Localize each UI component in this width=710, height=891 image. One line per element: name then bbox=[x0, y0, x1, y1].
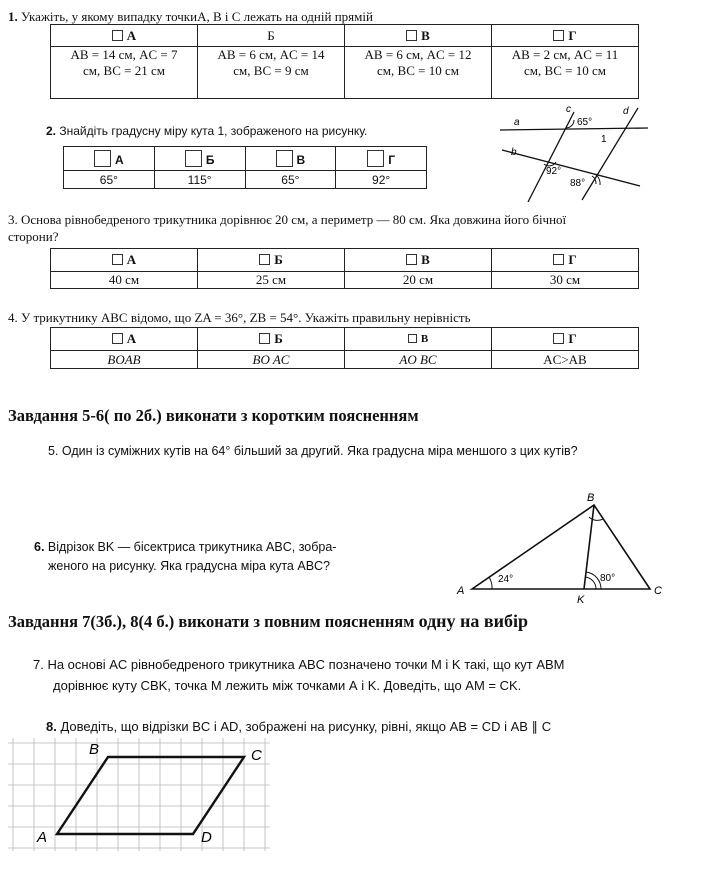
q2-table bbox=[63, 146, 427, 189]
q8-number: 8. bbox=[46, 719, 57, 734]
q6-figure bbox=[450, 485, 670, 605]
q1-cell-a: AB = 14 см, AC = 7 см, BC = 21 см bbox=[51, 47, 198, 99]
q2-figure bbox=[500, 100, 650, 205]
checkbox-icon bbox=[259, 254, 270, 265]
label-c: C bbox=[654, 585, 662, 597]
checkbox-icon bbox=[367, 150, 384, 167]
label-a: A bbox=[457, 585, 465, 597]
q2-value-b: 115° bbox=[154, 171, 245, 189]
checkbox-icon bbox=[112, 30, 123, 41]
q3-option-b[interactable]: Б bbox=[198, 249, 345, 272]
q4-table bbox=[50, 327, 639, 369]
label-angle-1: 1 bbox=[601, 134, 607, 145]
q3-value-d: 30 см bbox=[492, 272, 639, 289]
label-angle-top: 65° bbox=[577, 117, 593, 128]
q3-option-d[interactable]: Г bbox=[492, 249, 639, 272]
checkbox-icon bbox=[406, 254, 417, 265]
q1-table bbox=[50, 24, 639, 99]
q3-line1: 3. Основа рівнобедреного трикутника дорівнює 20 см, а периметр — 80 см. Яка довжина його бічної bbox=[8, 212, 567, 227]
q1-option-d[interactable]: Г bbox=[492, 25, 639, 47]
q3-option-c[interactable]: В bbox=[345, 249, 492, 272]
q4-option-a[interactable]: А bbox=[51, 328, 198, 351]
q2-value-a: 65° bbox=[64, 171, 155, 189]
label-d: D bbox=[201, 829, 212, 846]
angle-arc bbox=[589, 517, 603, 520]
q3-value-b: 25 см bbox=[198, 272, 345, 289]
line-c bbox=[528, 112, 574, 202]
checkbox-icon bbox=[408, 334, 417, 343]
q8-text bbox=[46, 719, 551, 735]
q1-option-a[interactable]: А bbox=[51, 25, 198, 47]
checkbox-icon bbox=[259, 333, 270, 344]
q7-text bbox=[33, 654, 565, 696]
q2-question: Знайдіть градусну міру кута 1, зображеного на рисунку. bbox=[59, 124, 368, 138]
q3-value-a: 40 см bbox=[51, 272, 198, 289]
q2-text bbox=[46, 124, 367, 138]
q6-line1: Відрізок BK — бісектриса трикутника ABC, зобра- bbox=[47, 540, 337, 554]
checkbox-icon bbox=[276, 150, 293, 167]
q4-value-b: BO AC bbox=[198, 351, 345, 369]
q4-text: 4. У трикутнику ABC відомо, що ZA = 36°, ZB = 54°. Укажіть правильну нерівність bbox=[8, 310, 471, 325]
checkbox-icon bbox=[553, 333, 564, 344]
q3-text bbox=[8, 211, 708, 245]
checkbox-icon bbox=[112, 254, 123, 265]
label-c: c bbox=[566, 104, 571, 115]
section-heading-7-8 bbox=[8, 611, 528, 632]
checkbox-icon bbox=[553, 254, 564, 265]
label-angle-88: 88° bbox=[570, 178, 586, 189]
label-angle-92: 92° bbox=[546, 166, 562, 177]
angle-arc bbox=[585, 577, 596, 589]
q6-number: 6. bbox=[34, 540, 45, 554]
label-a: A bbox=[37, 829, 48, 846]
q4-value-d: AC>AB bbox=[492, 351, 639, 369]
section-heading-part1: Завдання 7(3б.), 8(4 б.) виконати з повним поясненням bbox=[8, 612, 419, 631]
q1-question: Укажіть, у якому випадку точкиA, B і C лежать на одній прямій bbox=[21, 9, 373, 24]
label-b: B bbox=[89, 741, 100, 758]
section-heading-5-6: Завдання 5-6( по 2б.) виконати з коротким поясненням bbox=[8, 406, 419, 425]
label-angle-a: 24° bbox=[498, 574, 514, 585]
checkbox-icon bbox=[406, 30, 417, 41]
label-b: B bbox=[587, 492, 595, 504]
q6-text bbox=[34, 538, 336, 576]
checkbox-icon bbox=[94, 150, 111, 167]
q4-option-c[interactable]: В bbox=[345, 328, 492, 351]
q2-option-c[interactable]: В bbox=[245, 147, 336, 171]
q1-cell-b: AB = 6 см, AC = 14 см, BC = 9 см bbox=[198, 47, 345, 99]
q1-option-b[interactable]: Б bbox=[198, 25, 345, 47]
q3-option-a[interactable]: А bbox=[51, 249, 198, 272]
q5-text: 5. Один із суміжних кутів на 64° більший за другий. Яка градусна міра меншого з цих кутів? bbox=[48, 444, 578, 458]
label-c: C bbox=[251, 747, 262, 764]
parallelogram-abcd bbox=[57, 757, 244, 834]
q3-table bbox=[50, 248, 639, 289]
q4-value-a: BOAB bbox=[51, 351, 198, 369]
q1-text bbox=[8, 8, 373, 25]
checkbox-icon bbox=[553, 30, 564, 41]
q7-line2: дорівнює куту CBK, точка M лежить між точками А і K. Доведіть, що AM = CK. bbox=[53, 678, 522, 693]
q8-question: Доведіть, що відрізки BC і AD, зображені на рисунку, рівні, якщо AB = CD і AB ∥ C bbox=[60, 719, 552, 734]
q4-option-d[interactable]: Г bbox=[492, 328, 639, 351]
q2-value-d: 92° bbox=[336, 171, 427, 189]
label-d: d bbox=[623, 106, 629, 117]
q1-cell-c: AB = 6 см, AC = 12 см, BC = 10 см bbox=[345, 47, 492, 99]
q2-option-b[interactable]: Б bbox=[154, 147, 245, 171]
label-b: b bbox=[511, 147, 517, 158]
q6-line2: женого на рисунку. Яка градусна міра кута ABC? bbox=[48, 559, 331, 573]
q3-line2: сторони? bbox=[8, 229, 59, 244]
q1-option-c[interactable]: В bbox=[345, 25, 492, 47]
label-a: a bbox=[514, 117, 520, 128]
angle-arc bbox=[489, 577, 492, 589]
q2-number: 2. bbox=[46, 124, 57, 138]
q3-value-c: 20 см bbox=[345, 272, 492, 289]
label-k: K bbox=[577, 594, 585, 605]
q1-number: 1. bbox=[8, 9, 18, 24]
q4-option-b[interactable]: Б bbox=[198, 328, 345, 351]
checkbox-icon bbox=[112, 333, 123, 344]
q7-line1: 7. На основі AC рівнобедреного трикутника ABC позначено точки M і K такі, що кут ABM bbox=[33, 657, 565, 672]
q2-option-d[interactable]: Г bbox=[336, 147, 427, 171]
q4-value-c: AO BC bbox=[345, 351, 492, 369]
q8-figure bbox=[8, 738, 273, 853]
checkbox-icon bbox=[185, 150, 202, 167]
label-angle-k: 80° bbox=[600, 573, 616, 584]
angle-arc bbox=[586, 572, 601, 589]
section-heading-part2: одну на вибір bbox=[418, 611, 529, 631]
q1-cell-d: AB = 2 см, AC = 11 см, BC = 10 см bbox=[492, 47, 639, 99]
q2-value-c: 65° bbox=[245, 171, 336, 189]
q2-option-a[interactable]: А bbox=[64, 147, 155, 171]
